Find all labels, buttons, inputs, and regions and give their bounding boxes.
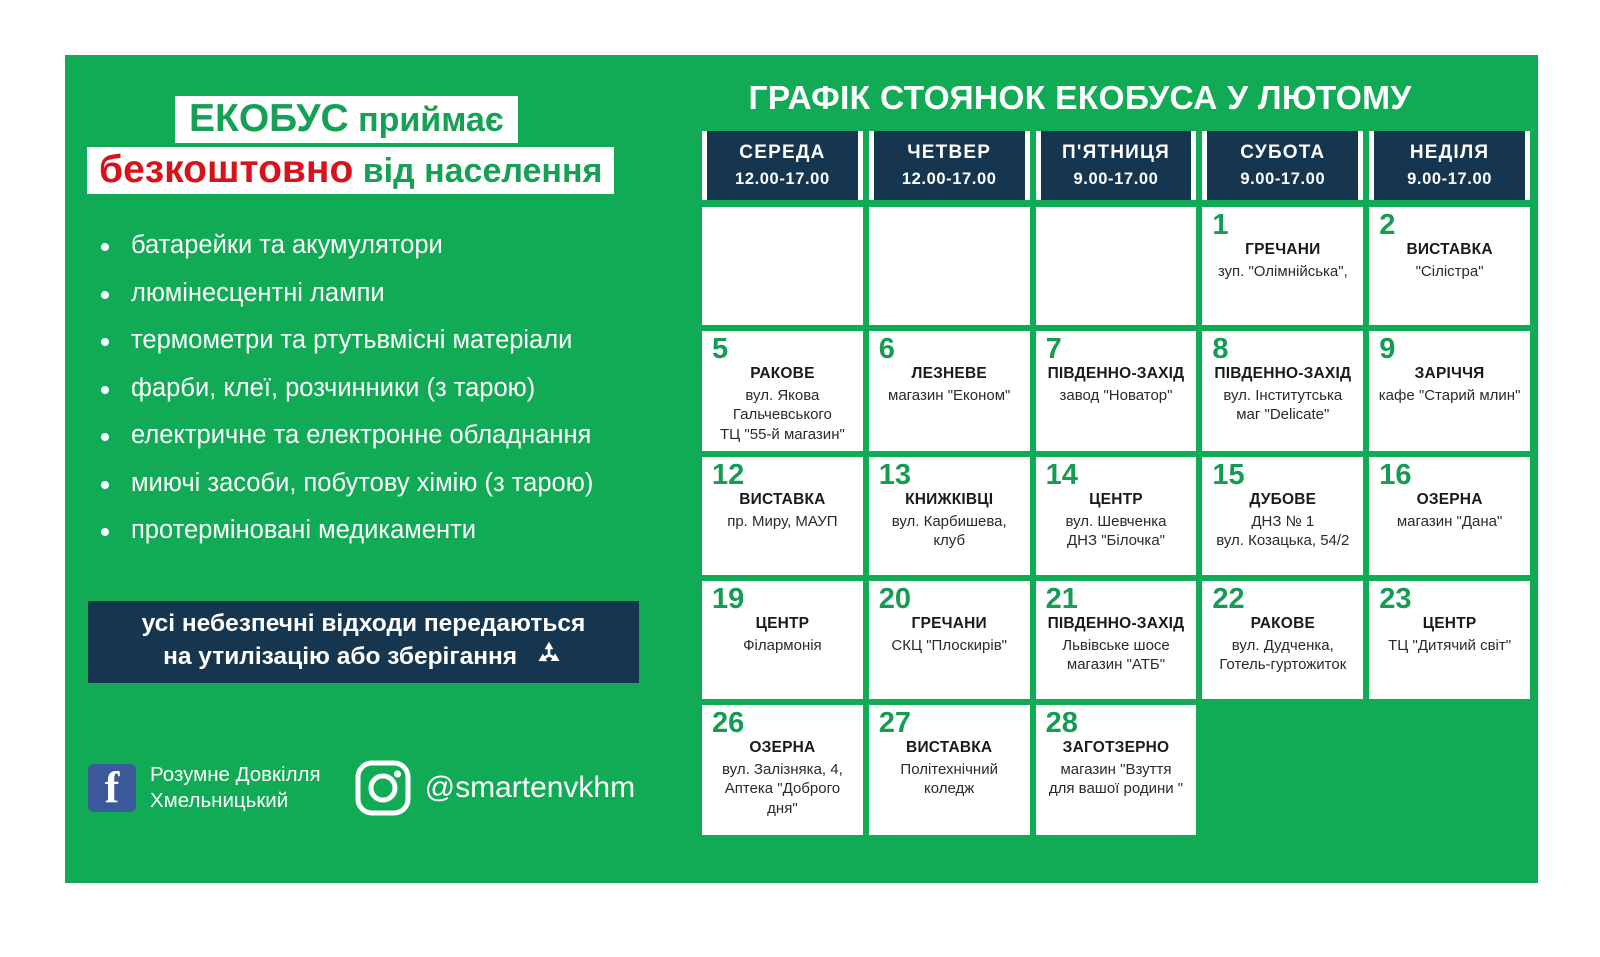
day-number: 5 bbox=[712, 333, 729, 365]
stop-district-name: ПІВДЕННО-ЗАХІД bbox=[1214, 365, 1352, 382]
calendar-panel bbox=[640, 55, 1538, 883]
calendar-header-cell bbox=[1036, 131, 1197, 200]
day-number: 12 bbox=[712, 459, 745, 491]
calendar-day-cell[interactable] bbox=[1369, 581, 1530, 699]
facebook-name-line-2: Хмельницький bbox=[150, 789, 289, 812]
day-number: 27 bbox=[878, 707, 912, 739]
stop-address: вул. Дудченка, Готель-гуртожиток bbox=[1219, 636, 1347, 674]
calendar-day-cell[interactable] bbox=[869, 331, 1030, 451]
facebook-icon[interactable] bbox=[88, 764, 136, 812]
day-cell-body bbox=[1042, 491, 1191, 551]
calendar-day-cell[interactable] bbox=[1202, 207, 1363, 325]
facebook-glyph: f bbox=[104, 763, 120, 812]
day-cell-body bbox=[1208, 241, 1357, 281]
day-number: 20 bbox=[878, 583, 912, 615]
weekday-label: НЕДІЛЯ bbox=[1409, 142, 1490, 163]
day-cell-body bbox=[708, 365, 857, 444]
day-number: 9 bbox=[1379, 333, 1396, 365]
stop-district-name: РАКОВЕ bbox=[1250, 615, 1315, 632]
calendar-day-cell[interactable] bbox=[1369, 331, 1530, 451]
stop-district-name: ПІВДЕННО-ЗАХІД bbox=[1047, 365, 1185, 382]
day-number: 7 bbox=[1045, 333, 1062, 365]
day-number: 26 bbox=[712, 707, 745, 739]
day-number: 22 bbox=[1212, 583, 1245, 615]
calendar-header-cell bbox=[869, 131, 1030, 200]
stop-district-name: ЛЕЗНЕВЕ bbox=[911, 365, 987, 382]
stop-district-name: ВИСТАВКА bbox=[739, 491, 826, 508]
stop-address: зуп. "Олімнійська", bbox=[1217, 262, 1348, 280]
calendar-header-cell bbox=[702, 131, 863, 200]
calendar-header-cell bbox=[1369, 131, 1530, 200]
day-cell-body bbox=[708, 739, 857, 818]
headline-from-population: від населення bbox=[362, 152, 603, 190]
calendar-title: ГРАФІК СТОЯНОК ЕКОБУСА У ЛЮТОМУ bbox=[748, 80, 1412, 117]
stop-district-name: ПІВДЕННО-ЗАХІД bbox=[1047, 615, 1185, 632]
calendar-day-cell[interactable] bbox=[1036, 581, 1197, 699]
day-cell-body bbox=[1208, 491, 1357, 551]
calendar-day-cell[interactable] bbox=[1036, 705, 1197, 835]
calendar-cell-blank bbox=[1369, 705, 1530, 835]
stop-district-name: ЗАРІЧЧЯ bbox=[1414, 365, 1485, 382]
calendar-cell-empty bbox=[869, 207, 1030, 325]
hours-label: 9.00-17.00 bbox=[1240, 170, 1326, 188]
day-cell-body bbox=[875, 739, 1024, 799]
left-info-panel bbox=[65, 55, 655, 883]
stop-district-name: ОЗЕРНА bbox=[749, 739, 816, 756]
list-item: протерміновані медикаменти bbox=[89, 518, 655, 544]
day-number: 13 bbox=[878, 459, 912, 491]
day-number: 15 bbox=[1212, 459, 1245, 491]
weekday-label: СЕРЕДА bbox=[739, 142, 826, 163]
day-number: 14 bbox=[1045, 459, 1078, 491]
stop-address: вул. Залізняка, 4, Аптека "Доброго дня" bbox=[722, 760, 843, 817]
stop-district-name: РАКОВЕ bbox=[750, 365, 815, 382]
day-cell-body bbox=[875, 491, 1024, 551]
headline-accepts: приймає bbox=[358, 101, 504, 139]
facebook-page-name bbox=[150, 762, 321, 814]
day-number: 28 bbox=[1045, 707, 1078, 739]
calendar-week-row bbox=[702, 705, 1530, 835]
calendar-grid bbox=[702, 207, 1530, 841]
stop-address: пр. Миру, МАУП bbox=[727, 512, 838, 530]
day-cell-body bbox=[708, 491, 857, 531]
day-cell-body bbox=[708, 615, 857, 655]
stop-district-name: ЦЕНТР bbox=[755, 615, 810, 632]
accepted-items-list bbox=[89, 233, 655, 566]
day-cell-body bbox=[1375, 615, 1524, 655]
weekday-label: СУБОТА bbox=[1240, 142, 1326, 163]
day-number: 16 bbox=[1379, 459, 1412, 491]
calendar-header-row bbox=[702, 131, 1530, 200]
calendar-cell-empty bbox=[1036, 207, 1197, 325]
calendar-day-cell[interactable] bbox=[1369, 207, 1530, 325]
day-number: 6 bbox=[878, 333, 895, 365]
weekday-label: П'ЯТНИЦЯ bbox=[1062, 142, 1170, 163]
facebook-name-line-1: Розумне Довкілля bbox=[150, 762, 321, 786]
headline-ekobus: ЕКОБУС bbox=[189, 97, 349, 140]
disposal-notice-banner bbox=[88, 601, 639, 683]
stop-address: кафе "Старий млин" bbox=[1378, 386, 1521, 404]
stop-district-name: ОЗЕРНА bbox=[1416, 491, 1483, 508]
hours-label: 9.00-17.00 bbox=[1073, 170, 1159, 188]
social-links bbox=[88, 760, 635, 816]
notice-line-2: на утилізацію або зберігання bbox=[163, 642, 518, 670]
stop-district-name: ДУБОВЕ bbox=[1249, 491, 1317, 508]
calendar-day-cell[interactable] bbox=[869, 457, 1030, 575]
day-number: 21 bbox=[1045, 583, 1078, 615]
weekday-label: ЧЕТВЕР bbox=[907, 142, 992, 163]
calendar-day-cell[interactable] bbox=[1202, 457, 1363, 575]
day-cell-body bbox=[1208, 615, 1357, 675]
stop-address: Львівське шосе магазин "АТБ" bbox=[1062, 636, 1170, 674]
calendar-week-row bbox=[702, 457, 1530, 575]
stop-district-name: ЗАГОТЗЕРНО bbox=[1062, 739, 1170, 756]
instagram-icon[interactable] bbox=[355, 760, 411, 816]
calendar-day-cell[interactable] bbox=[702, 581, 863, 699]
calendar-day-cell[interactable] bbox=[1036, 457, 1197, 575]
stop-address: ТЦ "Дитячий світ" bbox=[1388, 636, 1512, 654]
stop-address: ДНЗ № 1 вул. Козацька, 54/2 bbox=[1216, 512, 1350, 550]
calendar-day-cell[interactable] bbox=[1202, 331, 1363, 451]
hours-label: 9.00-17.00 bbox=[1407, 170, 1493, 188]
headline-line-2 bbox=[87, 147, 614, 194]
stop-district-name: ВИСТАВКА bbox=[906, 739, 993, 756]
list-item: люмінесцентні лампи bbox=[89, 281, 655, 307]
stop-address: СКЦ "Плоскирів" bbox=[891, 636, 1007, 654]
list-item: електричне та електронне обладнання bbox=[89, 423, 655, 449]
stop-address: вул. Шевченка ДНЗ "Білочка" bbox=[1065, 512, 1167, 550]
day-cell-body bbox=[1375, 241, 1524, 281]
stop-address: вул. Інститутська маг "Delicate" bbox=[1223, 386, 1343, 424]
day-number: 23 bbox=[1379, 583, 1412, 615]
calendar-week-row bbox=[702, 331, 1530, 451]
list-item: миючі засоби, побутову хімію (з тарою) bbox=[89, 471, 655, 497]
stop-district-name: ЦЕНТР bbox=[1422, 615, 1477, 632]
day-cell-body bbox=[1375, 491, 1524, 531]
stop-address: Філармонія bbox=[743, 636, 822, 654]
instagram-handle: @smartenvkhm bbox=[424, 771, 636, 804]
stop-address: завод "Новатор" bbox=[1059, 386, 1173, 404]
day-number: 1 bbox=[1212, 209, 1229, 241]
day-cell-body bbox=[1042, 739, 1191, 799]
day-number: 2 bbox=[1379, 209, 1396, 241]
day-cell-body bbox=[1042, 615, 1191, 675]
hours-label: 12.00-17.00 bbox=[901, 170, 997, 188]
calendar-day-cell[interactable] bbox=[869, 705, 1030, 835]
list-item: батарейки та акумулятори bbox=[89, 233, 655, 259]
calendar-header-cell bbox=[1202, 131, 1363, 200]
day-cell-body bbox=[875, 615, 1024, 655]
stop-address: вул. Якова Гальчевського ТЦ "55-й магазин" bbox=[719, 386, 845, 443]
list-item: фарби, клеї, розчинники (з тарою) bbox=[89, 376, 655, 402]
calendar-week-row bbox=[702, 207, 1530, 325]
day-cell-body bbox=[1208, 365, 1357, 425]
notice-line-1: усі небезпечні відходи передаються bbox=[141, 610, 586, 638]
day-number: 8 bbox=[1212, 333, 1229, 365]
calendar-day-cell[interactable] bbox=[1369, 457, 1530, 575]
stop-district-name: ГРЕЧАНИ bbox=[1245, 241, 1321, 258]
calendar-day-cell[interactable] bbox=[1036, 331, 1197, 451]
recycle-icon bbox=[534, 640, 564, 676]
day-cell-body bbox=[1042, 365, 1191, 405]
calendar-day-cell[interactable] bbox=[702, 331, 863, 451]
day-cell-body bbox=[875, 365, 1024, 405]
calendar-cell-blank bbox=[1202, 705, 1363, 835]
stop-address: Політехнічний коледж bbox=[900, 760, 998, 798]
calendar-week-row bbox=[702, 581, 1530, 699]
stop-address: магазин "Дана" bbox=[1396, 512, 1503, 530]
stop-address: магазин "Взуття для вашої родини " bbox=[1048, 760, 1184, 798]
list-item: термометри та ртутьвмісні матеріали bbox=[89, 328, 655, 354]
calendar-day-cell[interactable] bbox=[702, 705, 863, 835]
stop-district-name: ГРЕЧАНИ bbox=[911, 615, 987, 632]
calendar-day-cell[interactable] bbox=[702, 457, 863, 575]
calendar-cell-empty bbox=[702, 207, 863, 325]
stop-address: магазин "Економ" bbox=[888, 386, 1011, 404]
calendar-day-cell[interactable] bbox=[869, 581, 1030, 699]
poster-canvas bbox=[65, 55, 1538, 883]
calendar-day-cell[interactable] bbox=[1202, 581, 1363, 699]
hours-label: 12.00-17.00 bbox=[735, 170, 830, 188]
day-number: 19 bbox=[712, 583, 745, 615]
stop-district-name: ВИСТАВКА bbox=[1406, 241, 1493, 258]
headline-line-1 bbox=[175, 96, 518, 143]
stop-address: вул. Карбишева, клуб bbox=[891, 512, 1007, 550]
day-cell-body bbox=[1375, 365, 1524, 405]
stop-district-name: ЦЕНТР bbox=[1089, 491, 1143, 508]
stop-district-name: КНИЖКІВЦІ bbox=[905, 491, 994, 508]
stop-address: "Сілістра" bbox=[1415, 262, 1484, 280]
headline-free: безкоштовно bbox=[99, 148, 354, 191]
